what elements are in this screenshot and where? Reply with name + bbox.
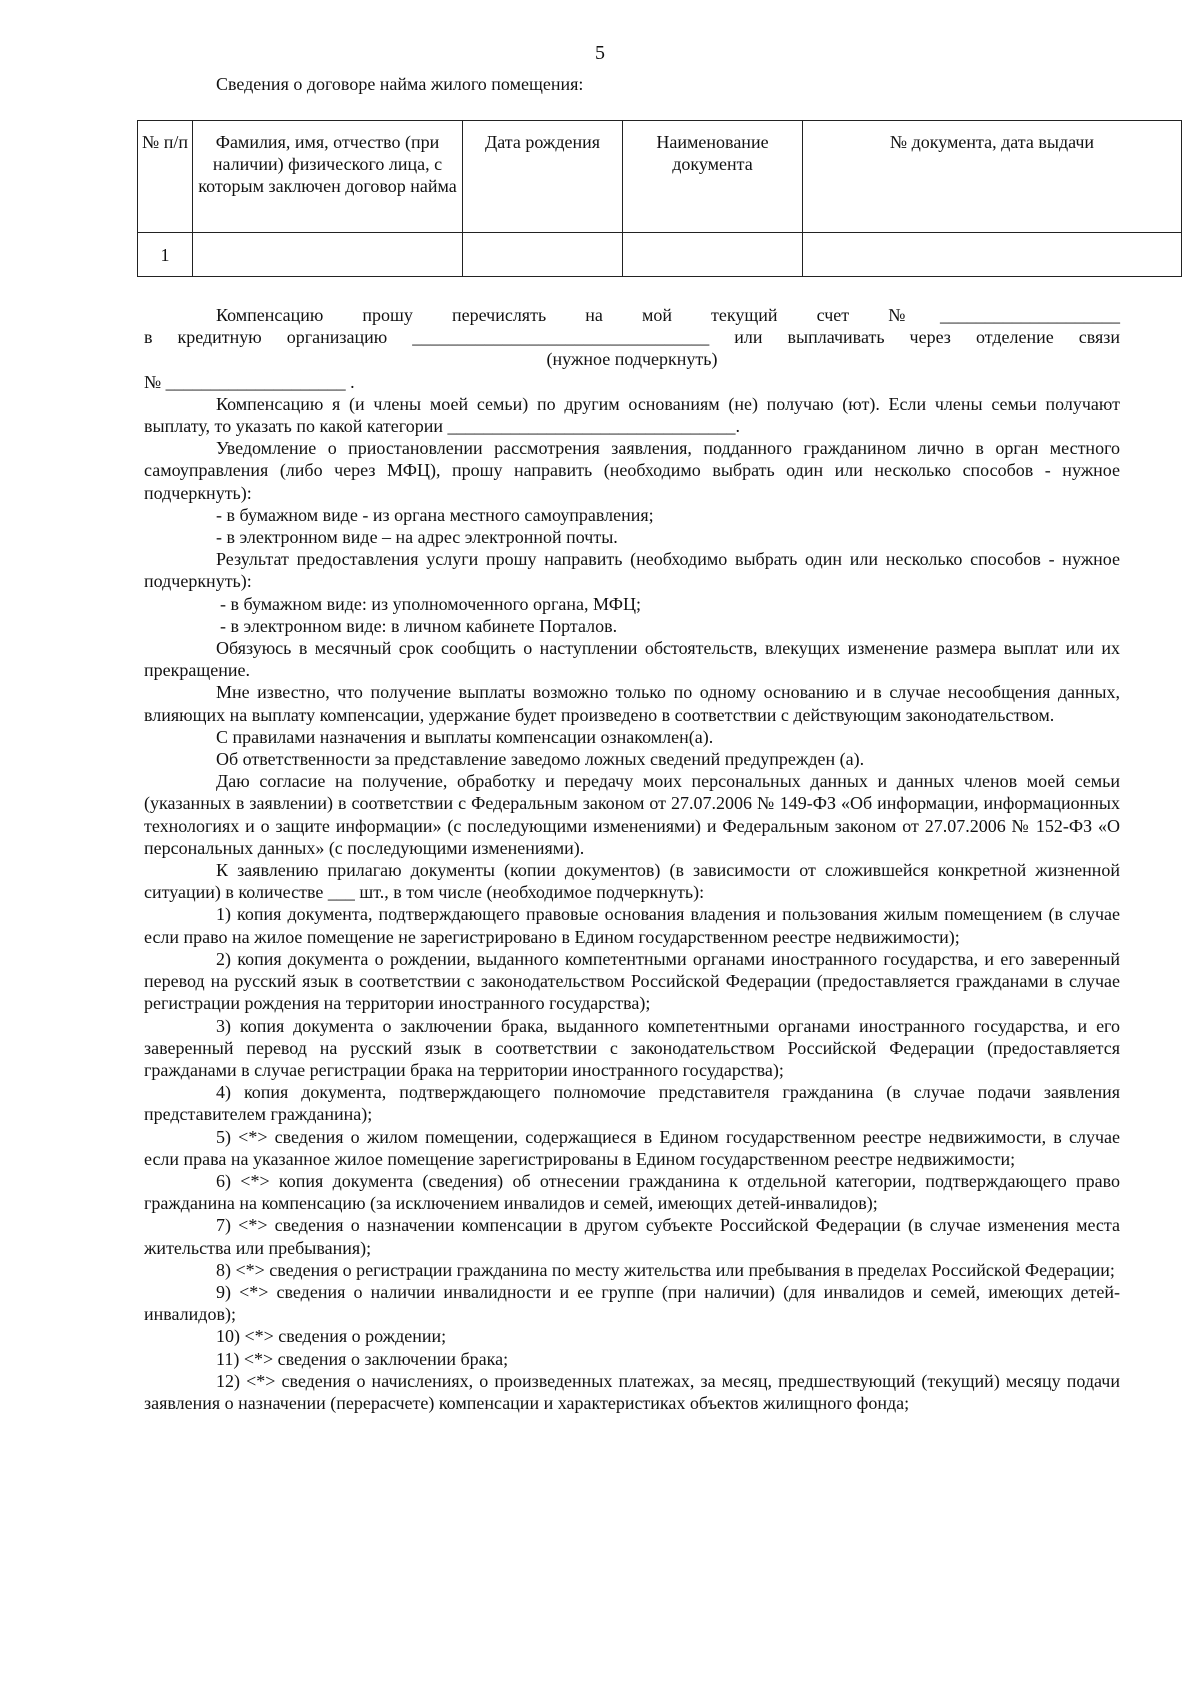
- paragraph-other-compensation: Компенсацию я (и члены моей семьи) по другим основаниям (не) получаю (ют). Если члены семьи получают выплату, то указать по какой категории ________________________________.: [144, 393, 1120, 437]
- paragraph-post-office-number: № ____________________ .: [144, 371, 355, 392]
- header-document-number-date: № документа, дата выдачи: [803, 121, 1182, 233]
- paragraph-personal-data-consent: Даю согласие на получение, обработку и передачу моих персональных данных и данных членов моей семьи (указанных в заявлении) в соответствии с Федеральным законом от 27.07.2006 № 149-ФЗ «Об информации, информационных технологиях и о защите информации» (с последующими изменениями) и Федеральным законом от 27.07.2006 № 152-ФЗ «О персональных данных» (с последующими изменениями).: [144, 771, 1120, 858]
- table-header-row: [138, 121, 1182, 233]
- document-list-item: 7) <*> сведения о назначении компенсации в другом субъекте Российской Федерации (в случае изменения места жительства или пребывания);: [144, 1215, 1120, 1258]
- document-list-item: 4) копия документа, подтверждающего полномочие представителя гражданина (в случае подачи заявления представителем гражданина);: [144, 1082, 1120, 1125]
- table-caption: Сведения о договоре найма жилого помещения:: [216, 74, 584, 94]
- underline-note: (нужное подчеркнуть): [546, 349, 718, 370]
- document-list-item: 12) <*> сведения о начислениях, о произведенных платежах, за месяц, предшествующий (текущий) месяцу подачи заявления о назначении (перерасчете) компенсации и характеристиках объектов жилищного фонда;: [144, 1370, 1120, 1413]
- list-item: - в электронном виде – на адрес электронной почты.: [216, 527, 618, 548]
- list-item: - в бумажном виде - из органа местного самоуправления;: [216, 504, 654, 525]
- page-number: 5: [595, 42, 605, 64]
- paragraph-service-result: Результат предоставления услуги прошу направить (необходимо выбрать один или несколько способов - нужное подчеркнуть):: [144, 549, 1120, 592]
- header-document-name: Наименование документа: [623, 121, 803, 233]
- document-list-item: 8) <*> сведения о регистрации гражданина по месту жительства или пребывания в пределах Российской Федерации;: [216, 1259, 1115, 1280]
- table-cell-document-number-date: [803, 233, 1182, 277]
- document-list-item: 6) <*> копия документа (сведения) об отнесении гражданина к отдельной категории, подтверждающего право гражданина на компенсацию (за исключением инвалидов и семей, имеющих детей-инвалидов);: [144, 1170, 1120, 1214]
- header-full-name: Фамилия, имя, отчество (при наличии) физического лица, с которым заключен договор найма: [193, 121, 463, 233]
- document-list-item: 11) <*> сведения о заключении брака;: [216, 1348, 509, 1369]
- paragraph-suspension-notice: Уведомление о приостановлении рассмотрения заявления, подданного гражданином лично в орган местного самоуправления (либо через МФЦ), прошу направить (необходимо выбрать один или несколько способов - нужное подчеркнуть):: [144, 438, 1120, 503]
- document-list-item: 3) копия документа о заключении брака, выданного компетентными органами иностранного государства, и его заверенный перевод на русский язык в соответствии с законодательством Российской Федерации (предоставляется гражданами в случае регистрации брака на территории иностранного государства);: [144, 1015, 1120, 1080]
- document-list-item: 9) <*> сведения о наличии инвалидности и ее группе (при наличии) (для инвалидов и семей, имеющих детей-инвалидов);: [144, 1281, 1120, 1325]
- table-cell-full-name: [193, 233, 463, 277]
- paragraph-payment-account: Компенсацию прошу перечислять на мой текущий счет №____________________: [216, 305, 1120, 325]
- paragraph-rules-acknowledged: С правилами назначения и выплаты компенсации ознакомлен(а).: [216, 726, 714, 747]
- paragraph-liability-warning: Об ответственности за представление заведомо ложных сведений предупрежден (а).: [216, 749, 865, 770]
- table-cell-document-name: [623, 233, 803, 277]
- table-cell-number: 1: [138, 233, 193, 277]
- list-item: - в электронном виде: в личном кабинете Порталов.: [220, 615, 618, 636]
- header-birth-date: Дата рождения: [463, 121, 623, 233]
- document-list-item: 10) <*> сведения о рождении;: [216, 1326, 447, 1347]
- rental-contract-table: [137, 120, 1182, 277]
- paragraph-credit-organization: в кредитную организацию _________________________________ или выплачивать через отделение связи: [144, 327, 1120, 348]
- paragraph-obligation: Обязуюсь в месячный срок сообщить о наступлении обстоятельств, влекущих изменение размера выплат или их прекращение.: [144, 638, 1120, 681]
- document-list-item: 2) копия документа о рождении, выданного компетентными органами иностранного государства, и его заверенный перевод на русский язык в соответствии с законодательством Российской Федерации (предоставляется гражданами в случае регистрации рождения на территории иностранного государства);: [144, 948, 1120, 1014]
- table-row: [138, 233, 1182, 277]
- application-body: [144, 304, 1120, 1414]
- list-item: - в бумажном виде: из уполномоченного органа, МФЦ;: [220, 593, 641, 614]
- header-number: № п/п: [138, 121, 193, 233]
- document-list-item: 5) <*> сведения о жилом помещении, содержащиеся в Едином государственном реестре недвижимости, в случае если права на указанное жилое помещение зарегистрированы в Едином государственном реестре недвижимости;: [144, 1126, 1120, 1169]
- paragraph-attachments: К заявлению прилагаю документы (копии документов) (в зависимости от сложившейся конкретной жизненной ситуации) в количестве ___ шт., в том числе (необходимое подчеркнуть):: [144, 860, 1120, 903]
- document-list-item: 1) копия документа, подтверждающего правовые основания владения и пользования жилым помещением (в случае если право на жилое помещение не зарегистрировано в Едином государственном реестре недвижимости);: [144, 904, 1120, 947]
- paragraph-single-basis: Мне известно, что получение выплаты возможно только по одному основанию и в случае несообщения данных, влияющих на выплату компенсации, удержание будет произведено в соответствии с действующим законодательством.: [144, 682, 1120, 725]
- table-cell-birth-date: [463, 233, 623, 277]
